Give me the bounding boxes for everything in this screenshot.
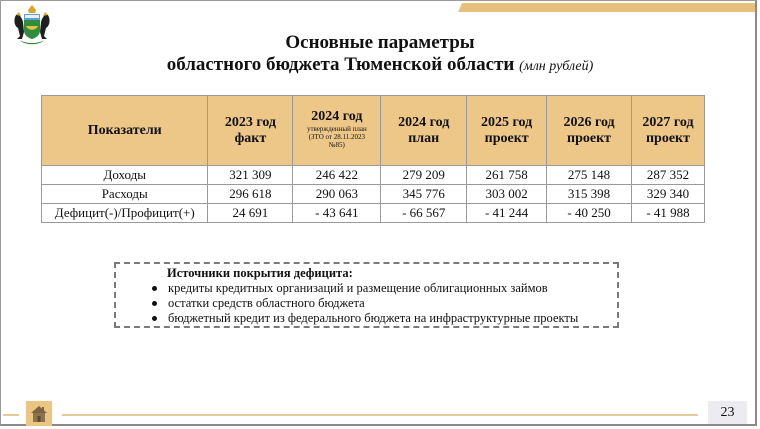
cell-value: 315 398 [547,185,632,204]
cell-value: 296 618 [208,185,293,204]
cell-value: 275 148 [547,166,632,185]
cell-value: 303 002 [467,185,547,204]
cell-value: - 43 641 [293,204,381,223]
deficit-sources-list [116,281,617,326]
deficit-sources-heading: Источники покрытия дефицита: [167,266,353,280]
row-label: Дефицит(-)/Профицит(+) [42,204,208,223]
table-row-revenues [42,166,705,185]
header-2024-plan: 2024 год план [381,96,467,166]
list-item: бюджетный кредит из федерального бюджета на инфраструктурные проекты [168,311,617,326]
cell-value: - 66 567 [381,204,467,223]
cell-value: 345 776 [381,185,467,204]
table-row-deficit [42,204,705,223]
cell-value: 24 691 [208,204,293,223]
cell-value: 246 422 [293,166,381,185]
cell-value: 279 209 [381,166,467,185]
header-2024-approved: 2024 год утвержденный план (ЗТО от 28.11.2023 №85) [293,96,381,166]
cell-value: - 41 244 [467,204,547,223]
title-unit: (млн рублей) [519,59,594,74]
cell-value: - 40 250 [547,204,632,223]
table-row-expenses [42,185,705,204]
header-indicators: Показатели [42,96,208,166]
cell-value: 290 063 [293,185,381,204]
header-2027-project: 2027 год проект [632,96,705,166]
title-line-2 [0,54,760,78]
page-title [0,32,760,78]
home-icon [30,405,48,423]
deficit-sources-box [114,262,619,328]
list-item: остатки средств областного бюджета [168,296,617,311]
table-header-row [42,96,705,166]
header-2024-approved-note: утвержденный план (ЗТО от 28.11.2023 №85) [306,125,367,149]
header-2026-project: 2026 год проект [547,96,632,166]
title-line-1: Основные параметры [285,32,475,53]
cell-value: 261 758 [467,166,547,185]
cell-value: 287 352 [632,166,705,185]
home-button[interactable] [26,401,52,426]
row-label: Расходы [42,185,208,204]
header-2023-fact: 2023 год факт [208,96,293,166]
budget-parameters-table [41,95,705,223]
cell-value: 321 309 [208,166,293,185]
cell-value: - 41 988 [632,204,705,223]
header-2025-project: 2025 год проект [467,96,547,166]
footer-divider [62,414,698,416]
page-number: 23 [708,401,747,424]
title-main: областного бюджета Тюменской области [166,54,515,75]
list-item: кредиты кредитных организаций и размещение облигационных займов [168,281,617,296]
footer-divider-left [3,414,19,416]
top-accent-band [458,3,755,12]
row-label: Доходы [42,166,208,185]
cell-value: 329 340 [632,185,705,204]
